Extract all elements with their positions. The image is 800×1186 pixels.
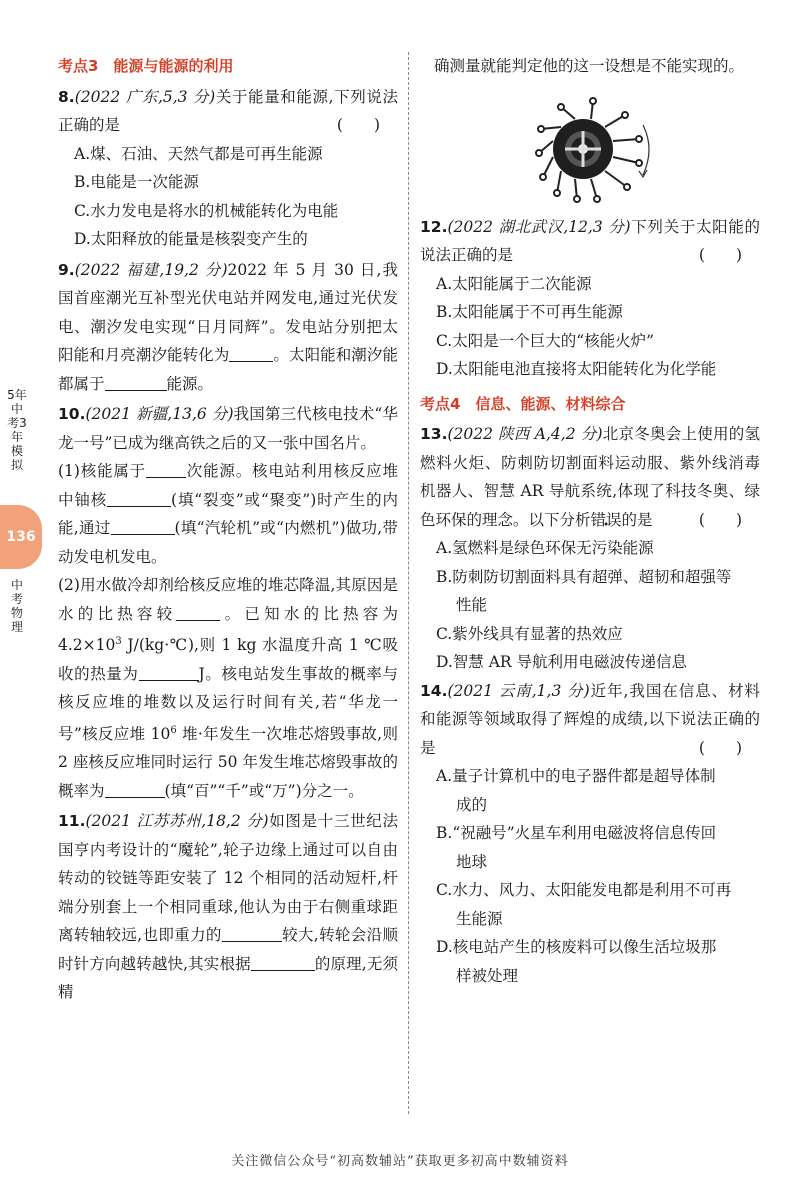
answer-blank[interactable] <box>105 781 165 798</box>
exponent: 3 <box>115 636 122 647</box>
question-text: 堆·年发生一次堆芯熔毁事故,则 2 座核反应堆同时运行 50 年发生堆芯熔毁事故的概率为 <box>58 724 398 800</box>
answer-parentheses: ( ) <box>698 738 742 757</box>
option-c: C.水力发电是将水的机械能转化为电能 <box>74 201 339 220</box>
question-8 <box>58 83 398 254</box>
question-text: (1)核能属于 <box>58 462 146 480</box>
answer-blank[interactable] <box>111 518 175 535</box>
left-column <box>58 52 398 1007</box>
question-source: (2022 湖北武汉,12,3 分) <box>447 217 631 236</box>
question-source: (2021 江苏苏州,18,2 分) <box>85 812 269 831</box>
option-d: D.智慧 AR 导航利用电磁波传递信息 <box>436 653 688 671</box>
subject-label: 中考物理 <box>10 578 23 634</box>
question-stem: 如图是十三世纪法国亨内考设计的“魔轮”,轮子边缘上通过可以自由转动的铰链等距安装了 12 个相同的活动短杆,杆端分别套上一个相同重球,他认为由于右侧重球距离转轴较远,也即重力的 <box>58 812 398 945</box>
question-text: J。核电站发生事故的概率与核反应堆的堆数以及运行时间有关,若“华龙一号”核反应堆 10 <box>58 664 398 743</box>
question-source: (2022 福建,19,2 分) <box>74 260 228 279</box>
question-text: (填“百”“千”或“万”)分之一。 <box>164 781 364 800</box>
question-number: 10. <box>58 405 86 423</box>
option-d-continued: 样被处理 <box>456 966 519 985</box>
section-heading-kaodian4: 考点4 信息、能源、材料综合 <box>420 394 626 413</box>
question-number: 9. <box>58 260 75 279</box>
question-text: 太阳能和潮汐能都属于 <box>58 346 398 393</box>
question-number: 11. <box>58 812 86 831</box>
answer-blank[interactable] <box>176 604 220 621</box>
option-c: C.太阳是一个巨大的“核能火炉” <box>436 331 655 350</box>
answer-blank[interactable] <box>222 925 282 942</box>
series-label: 5年中考3年模拟 <box>7 388 27 472</box>
answer-parentheses: ( ) <box>336 116 380 134</box>
column-divider <box>408 52 409 1114</box>
question-number: 14. <box>420 681 448 700</box>
option-b: B.“祝融号”火星车利用电磁波将信息传回 <box>436 824 717 842</box>
sub-question-1 <box>58 457 398 571</box>
question-13 <box>420 420 760 677</box>
question-10 <box>58 400 398 805</box>
footer-note: 关注微信公众号“初高数辅站”获取更多初高中数辅资料 <box>231 1154 569 1169</box>
question-text: (2)用水做冷却剂给核反应堆的堆芯降温,其原因是水的比热容较 <box>58 576 398 623</box>
option-a: A.太阳能属于二次能源 <box>436 274 592 293</box>
question-stem: 我国第三代核电技术“华龙一号”已成为继高铁之后的又一张中国名片。 <box>58 405 398 452</box>
question-source: (2021 云南,1,3 分) <box>447 681 590 700</box>
question-9 <box>58 256 398 399</box>
question-stem: 下列关于太阳能的说法正确的是 <box>420 217 760 264</box>
question-source: (2021 新疆,13,6 分) <box>85 405 234 423</box>
answer-blank[interactable] <box>251 954 315 971</box>
question-14 <box>420 677 760 991</box>
right-column <box>420 52 760 990</box>
exponent: 6 <box>170 724 177 736</box>
section-heading-kaodian3: 考点3 能源与能源的利用 <box>58 57 234 75</box>
question-12 <box>420 213 760 384</box>
question-text: 的是 <box>621 510 653 529</box>
option-c-continued: 生能源 <box>456 909 503 928</box>
answer-parentheses: ( ) <box>698 510 742 529</box>
question-text: (填“汽轮机”或“内燃机”)做功,带动发电机发电。 <box>58 519 398 566</box>
option-a: A.煤、石油、天然气都是可再生能源 <box>74 144 323 163</box>
question-11-continued: 确测量就能判定他的这一设想是不能实现的。 <box>434 57 745 75</box>
option-c: C.水力、风力、太阳能发电都是利用不可再 <box>436 881 732 899</box>
option-d: D.太阳能电池直接将太阳能转化为化学能 <box>436 360 717 378</box>
question-text: 。已知水的比热容为 4.2×10 <box>58 604 398 655</box>
sub-question-2 <box>58 571 398 805</box>
answer-blank[interactable] <box>105 374 167 391</box>
answer-blank[interactable] <box>139 664 199 681</box>
question-number: 13. <box>420 425 448 443</box>
question-text: (填“裂变”或“聚变”)时产生的内能,通过 <box>58 490 398 537</box>
question-number: 8. <box>58 87 75 106</box>
question-text: J/(kg·℃),则 1 kg 水温度升高 1 ℃吸收的热量为 <box>58 636 398 683</box>
magic-wheel-figure <box>515 95 665 207</box>
question-stem: 关于能量和能源,下列说法正确的是 <box>58 87 398 134</box>
option-b: B.电能是一次能源 <box>74 173 199 191</box>
question-text: 的原理,无须精 <box>58 954 398 1002</box>
option-a-continued: 成的 <box>456 795 488 814</box>
option-a: A.量子计算机中的电子器件都是超导体制 <box>436 767 716 785</box>
question-number: 12. <box>420 217 448 236</box>
option-a: A.氢燃料是绿色环保无污染能源 <box>436 539 654 557</box>
option-b: B.防刺防切割面料具有超弹、超韧和超强等 <box>436 567 732 586</box>
question-source: (2022 广东,5,3 分) <box>74 87 216 106</box>
option-b-continued: 地球 <box>456 852 488 871</box>
option-b-continued: 性能 <box>456 596 488 614</box>
question-source: (2022 陕西 A,4,2 分) <box>447 425 603 443</box>
question-stem: 2022 年 5 月 30 日,我国首座潮光互补型光伏电站并网发电,通过光伏发电、潮汐发电实现“日月同辉”。发电站分别把太阳能和月亮潮汐能转化为 <box>58 260 398 364</box>
question-text: 次能源。核电站利用核反应堆中铀核 <box>58 462 398 509</box>
question-text: 。 <box>273 346 289 364</box>
question-stem: 北京冬奥会上使用的氢燃料火炬、防刺防切割面料运动服、紫外线消毒机器人、智慧 AR 导航系统,体现了科技冬奥、绿色环保的理念。以下分析 <box>420 425 760 529</box>
answer-blank[interactable] <box>107 490 171 507</box>
question-stem: 近年,我国在信息、材料和能源等领域取得了辉煌的成绩,以下说法正确的是 <box>420 681 760 757</box>
answer-parentheses: ( ) <box>698 246 742 264</box>
option-d: D.太阳释放的能量是核裂变产生的 <box>74 230 308 248</box>
answer-blank[interactable] <box>146 461 186 478</box>
emphasis-text: 错误 <box>590 510 622 529</box>
option-c: C.紫外线具有显著的热效应 <box>436 624 623 643</box>
question-text: 能源。 <box>166 374 214 393</box>
option-d: D.核电站产生的核废料可以像生活垃圾那 <box>436 938 717 956</box>
answer-blank[interactable] <box>229 345 273 362</box>
question-11 <box>58 807 398 1007</box>
page-number: 136 <box>0 505 42 569</box>
question-text: 较大,转轮会沿顺时针方向越转越快,其实根据 <box>58 926 398 973</box>
option-b: B.太阳能属于不可再生能源 <box>436 303 623 321</box>
